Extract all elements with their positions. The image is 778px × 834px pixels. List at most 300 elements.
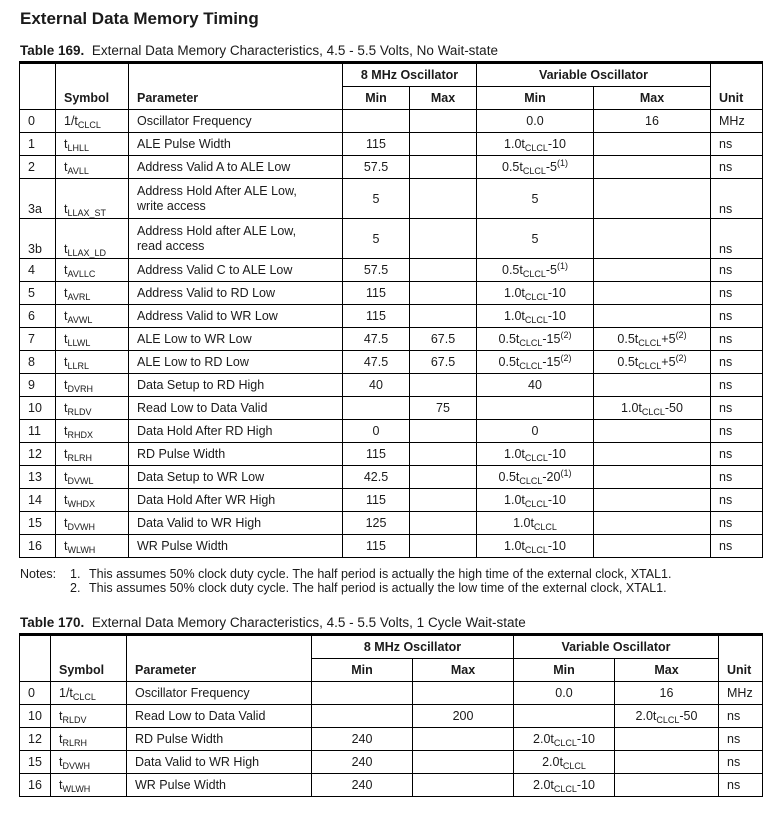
row-unit: ns (711, 466, 763, 489)
row-8mhz-min: 57.5 (343, 156, 410, 179)
formula-base: 40 (528, 378, 542, 392)
row-var-max-cell (594, 443, 711, 466)
row-parameter: WR Pulse Width (129, 535, 343, 558)
formula-subscript: CLCL (519, 476, 543, 486)
row-8mhz-min: 5 (343, 219, 410, 259)
row-parameter: Read Low to Data Valid (127, 705, 312, 728)
header-8mhz-max: Max (410, 87, 477, 110)
symbol-base: t (64, 424, 68, 438)
symbol-base: t (64, 160, 68, 174)
row-8mhz-max (410, 512, 477, 535)
symbol-subscript: LLWL (67, 338, 91, 348)
row-8mhz-min: 5 (343, 179, 410, 219)
row-var-max-cell (594, 179, 711, 219)
row-8mhz-min: 115 (343, 133, 410, 156)
row-parameter: WR Pulse Width (127, 774, 312, 797)
formula (617, 332, 686, 346)
row-var-max-cell (594, 466, 711, 489)
formula-offset: +5 (661, 332, 676, 346)
row-index: 0 (20, 110, 56, 133)
formula-offset: -50 (679, 709, 698, 723)
row-8mhz-max (413, 728, 514, 751)
row-parameter: Address Valid A to ALE Low (129, 156, 343, 179)
symbol-base: t (59, 709, 63, 723)
table-row (20, 682, 763, 705)
formula-base: 16 (645, 114, 659, 128)
row-var-max-cell (594, 305, 711, 328)
formula (504, 286, 566, 300)
symbol-subscript: WLWH (62, 784, 91, 794)
formula (513, 516, 557, 530)
row-var-min-cell (477, 259, 594, 282)
row-parameter: Data Setup to WR Low (129, 466, 343, 489)
header-index (20, 635, 51, 682)
formula-subscript: CLCL (524, 143, 548, 153)
formula (526, 114, 543, 128)
row-unit: ns (711, 374, 763, 397)
formula-subscript: CLCL (524, 499, 548, 509)
row-parameter (129, 179, 343, 219)
table-row (20, 305, 763, 328)
symbol-subscript: LLRL (67, 361, 89, 371)
row-unit: ns (719, 751, 763, 774)
header-8mhz-min: Min (343, 87, 410, 110)
header-parameter: Parameter (129, 63, 343, 110)
row-8mhz-max (410, 133, 477, 156)
symbol-base: t (64, 202, 68, 216)
formula-base: 0.0 (555, 686, 573, 700)
table-169-caption (20, 43, 498, 58)
symbol-base: t (64, 332, 68, 346)
symbol-subscript: WLWH (67, 545, 96, 555)
formula (555, 686, 572, 700)
row-parameter: Address Valid to WR Low (129, 305, 343, 328)
formula-base: 2.0t (542, 755, 563, 769)
formula-offset: -10 (576, 732, 595, 746)
table-169-caption-text: External Data Memory Characteristics, 4.5 - 5.5 Volts, No Wait-state (91, 43, 498, 58)
row-var-max-cell (594, 328, 711, 351)
row-parameter: RD Pulse Width (127, 728, 312, 751)
row-symbol (51, 705, 127, 728)
row-symbol (56, 466, 129, 489)
row-parameter: RD Pulse Width (129, 443, 343, 466)
formula-subscript: CLCL (638, 361, 662, 371)
row-index: 13 (20, 466, 56, 489)
formula-offset: -10 (547, 286, 566, 300)
row-index: 10 (20, 705, 51, 728)
symbol-subscript: CLCL (72, 692, 96, 702)
row-var-min-cell (477, 219, 594, 259)
table-row (20, 489, 763, 512)
symbol-subscript: DVWL (67, 476, 94, 486)
row-index: 0 (20, 682, 51, 705)
table-row (20, 133, 763, 156)
formula (499, 470, 572, 484)
row-var-max-cell (594, 535, 711, 558)
formula-base: 0.5t (502, 160, 523, 174)
formula-base: 1.0t (504, 447, 525, 461)
formula-subscript: CLCL (519, 361, 543, 371)
table-row (20, 420, 763, 443)
row-8mhz-max (413, 751, 514, 774)
formula-subscript: CLCL (519, 338, 543, 348)
table-row (20, 751, 763, 774)
row-index: 2 (20, 156, 56, 179)
row-index: 3a (20, 179, 56, 219)
table-170-caption-label: Table 170. (20, 615, 85, 630)
row-symbol (56, 179, 129, 219)
formula-subscript: CLCL (638, 338, 662, 348)
table-170-caption (20, 615, 526, 630)
row-8mhz-min: 125 (343, 512, 410, 535)
table-row (20, 728, 763, 751)
formula-offset: -10 (576, 778, 595, 792)
row-var-min-cell (477, 489, 594, 512)
formula (533, 732, 595, 746)
formula-note-ref: (2) (675, 330, 687, 340)
row-8mhz-max (410, 374, 477, 397)
header-unit: Unit (719, 635, 763, 682)
row-8mhz-min: 240 (312, 728, 413, 751)
formula-base: 5 (531, 191, 539, 206)
row-var-min-cell (477, 305, 594, 328)
symbol-base: 1/t (64, 114, 78, 128)
row-8mhz-min: 115 (343, 282, 410, 305)
row-index: 8 (20, 351, 56, 374)
row-8mhz-max (410, 420, 477, 443)
table-169 (19, 61, 763, 558)
formula-subscript: CLCL (562, 761, 586, 771)
parameter-line: Address Hold After ALE Low, (137, 183, 297, 198)
row-parameter: Read Low to Data Valid (129, 397, 343, 420)
row-parameter: Data Hold After RD High (129, 420, 343, 443)
formula-note-ref: (2) (560, 330, 572, 340)
row-var-min-cell (477, 179, 594, 219)
row-var-min-cell (477, 512, 594, 535)
formula (499, 332, 572, 346)
formula-subscript: CLCL (522, 269, 546, 279)
symbol-base: t (64, 242, 68, 256)
row-var-max-cell (594, 133, 711, 156)
formula-base: 1.0t (504, 309, 525, 323)
header-var-max: Max (615, 659, 719, 682)
symbol-subscript: LLAX_ST (67, 208, 107, 218)
header-var-min: Min (514, 659, 615, 682)
table-row (20, 535, 763, 558)
row-unit: MHz (711, 110, 763, 133)
formula-subscript: CLCL (524, 453, 548, 463)
row-symbol (56, 328, 129, 351)
formula (645, 114, 659, 128)
row-index: 15 (20, 751, 51, 774)
row-symbol (56, 512, 129, 535)
row-unit: ns (711, 512, 763, 535)
row-unit: ns (719, 705, 763, 728)
note-text: This assumes 50% clock duty cycle. The half period is actually the low time of the external clock, XTAL1. (89, 581, 667, 595)
table-169-caption-label: Table 169. (20, 43, 85, 58)
row-index: 12 (20, 728, 51, 751)
row-unit: ns (711, 535, 763, 558)
row-parameter: Address Valid C to ALE Low (129, 259, 343, 282)
row-8mhz-min: 115 (343, 443, 410, 466)
row-var-min-cell (514, 728, 615, 751)
symbol-base: t (64, 309, 68, 323)
row-var-min-cell (477, 282, 594, 305)
formula-subscript: CLCL (524, 292, 548, 302)
header-8mhz-max: Max (413, 659, 514, 682)
formula-offset: -10 (547, 309, 566, 323)
formula-offset: -10 (547, 539, 566, 553)
row-8mhz-min: 240 (312, 751, 413, 774)
row-index: 14 (20, 489, 56, 512)
row-8mhz-max (410, 156, 477, 179)
header-index (20, 63, 56, 110)
row-8mhz-max (410, 179, 477, 219)
row-var-min-cell (477, 328, 594, 351)
header-var-max: Max (594, 87, 711, 110)
symbol-base: t (64, 263, 68, 277)
table-row (20, 351, 763, 374)
note-1 (20, 567, 671, 581)
row-symbol (56, 535, 129, 558)
row-var-min-cell (477, 374, 594, 397)
formula-base: 2.0t (635, 709, 657, 723)
row-var-min-cell (477, 110, 594, 133)
row-var-min-cell (514, 705, 615, 728)
row-unit: ns (711, 282, 763, 305)
row-8mhz-min: 42.5 (343, 466, 410, 489)
formula (502, 263, 568, 277)
formula (621, 401, 683, 415)
row-8mhz-min (312, 682, 413, 705)
formula (504, 447, 566, 461)
row-8mhz-max (410, 466, 477, 489)
formula-note-ref: (2) (675, 353, 687, 363)
row-8mhz-max (413, 774, 514, 797)
header-parameter: Parameter (127, 635, 312, 682)
row-8mhz-max (410, 282, 477, 305)
header-variable-oscillator: Variable Oscillator (514, 635, 719, 659)
table-row (20, 512, 763, 535)
parameter-line: write access (137, 198, 206, 213)
formula (542, 755, 586, 769)
row-8mhz-min: 0 (343, 420, 410, 443)
header-var-min: Min (477, 87, 594, 110)
row-unit: ns (711, 443, 763, 466)
formula (504, 493, 566, 507)
formula-base: 0.5t (502, 263, 523, 277)
note-number: 1. (70, 567, 81, 581)
note-text: This assumes 50% clock duty cycle. The half period is actually the high time of the external clock, XTAL1. (89, 567, 672, 581)
symbol-subscript: RLRH (67, 453, 92, 463)
table-row (20, 110, 763, 133)
row-var-min-cell (477, 156, 594, 179)
formula-base: 1.0t (621, 401, 642, 415)
row-index: 7 (20, 328, 56, 351)
formula-base: 5 (531, 231, 539, 246)
table-row (20, 179, 763, 219)
row-index: 12 (20, 443, 56, 466)
formula-base: 0.0 (526, 114, 544, 128)
row-unit: ns (711, 156, 763, 179)
note-number: 2. (70, 581, 81, 595)
row-index: 1 (20, 133, 56, 156)
table-170 (19, 633, 763, 797)
formula-base: 2.0t (533, 778, 554, 792)
row-symbol (51, 774, 127, 797)
table-row (20, 219, 763, 259)
row-symbol (56, 259, 129, 282)
formula-base: 1.0t (504, 493, 525, 507)
row-symbol (51, 682, 127, 705)
formula-subscript: CLCL (533, 522, 557, 532)
formula (617, 355, 686, 369)
symbol-base: t (64, 286, 68, 300)
row-var-max-cell (594, 156, 711, 179)
row-index: 5 (20, 282, 56, 305)
row-var-max-cell (594, 420, 711, 443)
formula (504, 309, 566, 323)
symbol-subscript: AVRL (67, 292, 91, 302)
formula-note-ref: (2) (560, 353, 572, 363)
header-symbol: Symbol (51, 635, 127, 682)
row-var-min-cell (477, 443, 594, 466)
symbol-base: t (59, 778, 63, 792)
table-row (20, 466, 763, 489)
formula (532, 192, 539, 206)
symbol-base: t (64, 378, 68, 392)
parameter-line: Address Hold after ALE Low, (137, 223, 297, 238)
table-170-caption-text: External Data Memory Characteristics, 4.5 - 5.5 Volts, 1 Cycle Wait-state (91, 615, 526, 630)
symbol-subscript: AVLLC (67, 269, 96, 279)
table-row (20, 328, 763, 351)
formula-base: 0.5t (498, 355, 520, 369)
symbol-subscript: AVWL (67, 315, 93, 325)
row-var-min-cell (477, 133, 594, 156)
row-8mhz-min: 115 (343, 489, 410, 512)
row-8mhz-max (410, 305, 477, 328)
row-parameter: Data Valid to WR High (127, 751, 312, 774)
header-variable-oscillator: Variable Oscillator (477, 63, 711, 87)
symbol-subscript: RLRH (62, 738, 87, 748)
row-index: 3b (20, 219, 56, 259)
row-symbol (51, 751, 127, 774)
formula-offset: -15 (542, 332, 561, 346)
symbol-base: t (64, 470, 68, 484)
row-var-min-cell (477, 535, 594, 558)
row-symbol (56, 443, 129, 466)
symbol-base: t (59, 732, 63, 746)
row-parameter: ALE Low to RD Low (129, 351, 343, 374)
formula-note-ref: (1) (557, 158, 568, 168)
header-unit: Unit (711, 63, 763, 110)
row-index: 11 (20, 420, 56, 443)
symbol-subscript: WHDX (67, 499, 95, 509)
row-var-max-cell (594, 219, 711, 259)
formula-base: 0.5t (617, 355, 639, 369)
table-row (20, 397, 763, 420)
row-var-max-cell (615, 774, 719, 797)
row-parameter: ALE Low to WR Low (129, 328, 343, 351)
row-8mhz-min: 115 (343, 535, 410, 558)
symbol-subscript: RLDV (62, 715, 87, 725)
formula (660, 686, 674, 700)
formula (502, 160, 568, 174)
row-unit: ns (719, 774, 763, 797)
row-var-max-cell (615, 705, 719, 728)
row-parameter: Address Valid to RD Low (129, 282, 343, 305)
row-8mhz-max: 67.5 (410, 328, 477, 351)
row-symbol (56, 219, 129, 259)
symbol-base: t (64, 137, 68, 151)
table-row (20, 156, 763, 179)
formula-note-ref: (1) (560, 468, 572, 478)
row-var-max-cell (594, 397, 711, 420)
formula (533, 778, 595, 792)
row-var-max-cell (594, 259, 711, 282)
row-8mhz-min (312, 705, 413, 728)
formula-subscript: CLCL (553, 784, 577, 794)
row-8mhz-max: 200 (413, 705, 514, 728)
formula-base: 0 (531, 424, 539, 438)
notes-label: Notes: (20, 567, 57, 581)
row-8mhz-min: 115 (343, 305, 410, 328)
row-parameter: Data Hold After WR High (129, 489, 343, 512)
row-parameter (129, 219, 343, 259)
symbol-subscript: DVWH (67, 522, 95, 532)
formula (504, 539, 566, 553)
row-8mhz-max (410, 489, 477, 512)
row-unit: ns (719, 728, 763, 751)
symbol-subscript: CLCL (77, 120, 101, 130)
table-row (20, 705, 763, 728)
row-unit: ns (711, 179, 763, 219)
formula-offset: -50 (664, 401, 683, 415)
symbol-base: t (64, 539, 68, 553)
row-symbol (56, 282, 129, 305)
symbol-subscript: LLAX_LD (67, 248, 107, 258)
formula-offset: -5 (545, 160, 557, 174)
row-8mhz-max (413, 682, 514, 705)
row-symbol (56, 397, 129, 420)
formula-subscript: CLCL (656, 715, 680, 725)
formula-note-ref: (1) (557, 261, 568, 271)
row-8mhz-min (343, 397, 410, 420)
row-var-max-cell (615, 751, 719, 774)
row-unit: ns (711, 259, 763, 282)
row-var-max-cell (594, 489, 711, 512)
row-unit: ns (711, 420, 763, 443)
table-row (20, 374, 763, 397)
formula-base: 16 (659, 686, 674, 700)
row-symbol (56, 374, 129, 397)
row-unit: ns (711, 397, 763, 420)
formula-base: 1.0t (504, 137, 525, 151)
row-index: 16 (20, 535, 56, 558)
row-8mhz-min: 47.5 (343, 328, 410, 351)
row-var-max-cell (594, 110, 711, 133)
row-var-max-cell (594, 351, 711, 374)
row-var-min-cell (514, 774, 615, 797)
formula-offset: -15 (542, 355, 561, 369)
row-8mhz-max (410, 259, 477, 282)
row-parameter: Data Setup to RD High (129, 374, 343, 397)
formula-offset: -10 (547, 447, 566, 461)
row-var-max-cell (615, 682, 719, 705)
row-symbol (56, 489, 129, 512)
row-parameter: Data Valid to WR High (129, 512, 343, 535)
row-unit: MHz (719, 682, 763, 705)
